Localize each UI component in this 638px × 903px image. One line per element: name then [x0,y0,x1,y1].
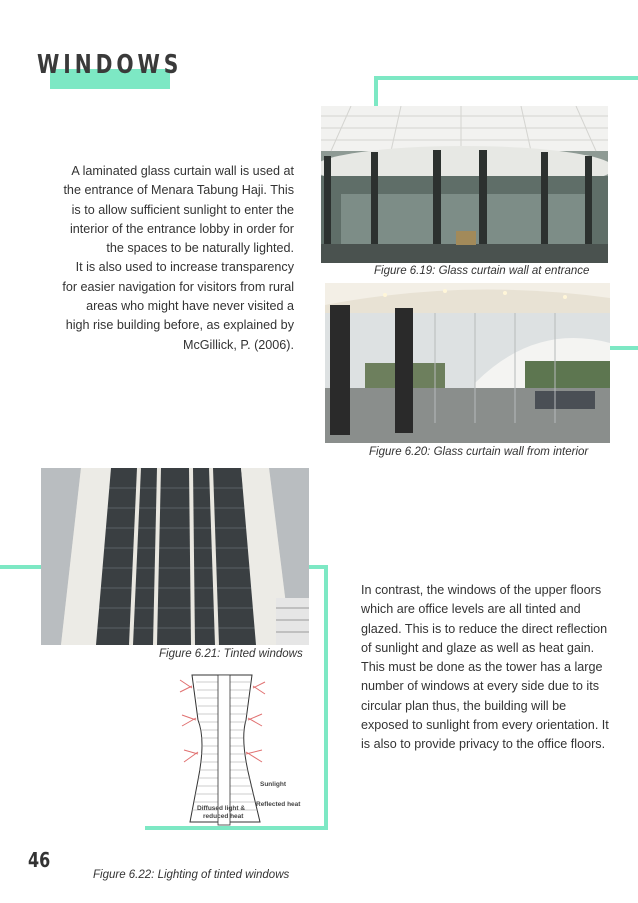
frame-line-top [374,76,638,80]
figure-6-21-photo [41,468,309,645]
figure-6-19-caption: Figure 6.19: Glass curtain wall at entrance [374,265,590,277]
intro-paragraph-1: A laminated glass curtain wall is used at the entrance of Menara Tabung Haji. This is to allow sufficient sunlight to enter the interior of the entrance lobby in order for the spaces to be naturally lighted. [63,164,294,256]
figure-6-20-caption: Figure 6.20: Glass curtain wall from interior [369,446,589,458]
frame-line-right-mid [608,346,638,350]
frame-line-top-drop [374,76,378,106]
figure-6-19-photo [321,106,608,263]
intro-text-block [60,162,294,355]
intro-paragraph-2: It is also used to increase transparency for easier navigation for visitors from rural areas who might have never visited a high rise building before, as explained by McGillick, P. (2006). [62,260,294,352]
tinted-paragraph-2: This must be done as the tower has a large number of windows at every side due to its circular plan thus, the building will be exposed to sunlight from every orientation. It is also to provide privacy to the office floors. [361,660,609,752]
page-number: 46 [28,848,51,872]
figure-6-21-caption: Figure 6.21: Tinted windows [159,648,303,660]
tinted-windows-text-block [361,581,613,755]
figure-6-22-caption: Figure 6.22: Lighting of tinted windows [93,869,290,881]
diagram-label-reduced-heat: reduced heat [203,813,244,820]
page-heading: WINDOWS [37,50,183,80]
tinted-paragraph-1: In contrast, the windows of the upper floors which are office levels are all tinted and glazed. This is to reduce the direct reflection of sunlight and glaze as well as heat gain. [361,583,608,655]
diagram-label-reflected-heat: Reflected heat [256,801,301,808]
diagram-label-sunlight: Sunlight [260,781,286,788]
frame-line-left-vertical [324,565,328,829]
figure-6-20-photo [325,283,610,443]
figure-6-22-diagram [170,670,320,830]
diagram-label-diffused-light: Diffused light & [197,805,246,812]
